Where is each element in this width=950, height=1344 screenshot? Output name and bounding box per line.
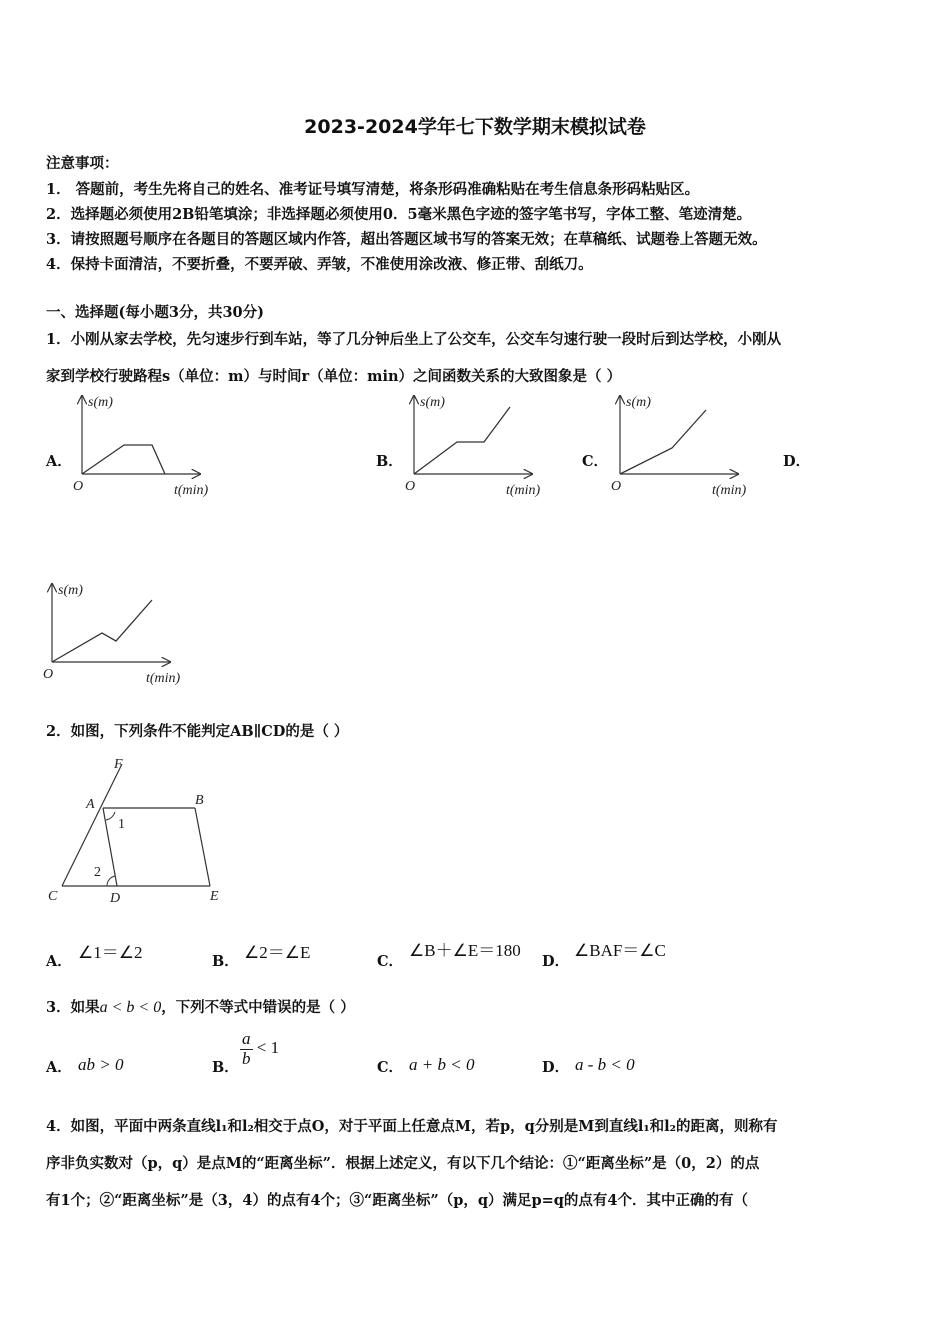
notice-heading: 注意事项： (46, 155, 119, 172)
q1-option-b-label[interactable]: B． (376, 453, 403, 470)
q3-option-b-fraction (240, 1030, 253, 1068)
q1-graph-b-origin: O (405, 479, 416, 494)
q3-stem (46, 996, 355, 1017)
q1-graph-a-origin: O (73, 479, 84, 494)
q2-option-d-text: ∠BAF＝∠C (574, 941, 666, 960)
q3-option-a-label[interactable]: A． (46, 1059, 72, 1076)
q3-option-c-text: a + b < 0 (409, 1055, 475, 1074)
q3-option-d-label[interactable]: D． (542, 1059, 570, 1076)
q2-stem: 2．如图，下列条件不能判定AB∥CD的是（ ） (46, 723, 349, 740)
q3-stem-suffix: ，下列不等式中错误的是（ ） (161, 999, 355, 1016)
q2-label-b: B (195, 793, 204, 808)
q1-graph-d-ylabel: s(m) (58, 583, 83, 598)
q3-option-b-denominator: b (242, 1048, 251, 1068)
section-heading: 一、选择题(每小题3分，共30分) (46, 304, 264, 321)
q2-label-angle2: 2 (94, 865, 101, 880)
q1-graph-b-ylabel: s(m) (420, 395, 445, 410)
q3-option-b-expr (240, 1030, 279, 1068)
q3-option-b-rest: < 1 (256, 1038, 280, 1058)
q4-stem-line3: 有1个；②“距离坐标”是（3，4）的点有4个；③“距离坐标”（p，q）满足p=q的点有4个．其中正确的有（ (46, 1192, 749, 1209)
notice-item-3: 3．请按照题号顺序在各题目的答题区域内作答，超出答题区域书写的答案无效；在草稿纸、试题卷上答题无效。 (46, 231, 767, 248)
q2-option-a-label[interactable]: A． (46, 953, 72, 970)
q1-graph-a-xlabel: t(min) (174, 483, 209, 498)
q2-label-f: F (114, 757, 123, 772)
q1-stem-line2: 家到学校行驶路程s（单位：m）与时间r（单位：min）之间函数关系的大致图象是（ ） (46, 368, 622, 385)
q1-stem-line1: 1．小刚从家去学校，先匀速步行到车站，等了几分钟后坐上了公交车，公交车匀速行驶一段时后到达学校，小刚从 (46, 331, 782, 348)
q2-label-angle1: 1 (118, 817, 125, 832)
q3-option-b-numerator: a (242, 1029, 251, 1048)
q2-option-a-text: ∠1＝∠2 (78, 943, 143, 962)
q3-option-b-label[interactable]: B． (212, 1059, 239, 1076)
q3-option-a-text: ab > 0 (78, 1055, 124, 1074)
q1-graph-c-xlabel: t(min) (712, 483, 747, 498)
q1-graph-c (608, 390, 768, 500)
page-title: 2023-2024学年七下数学期末模拟试卷 (304, 116, 646, 138)
q2-label-a: A (86, 797, 95, 812)
q1-graph-d (40, 578, 200, 688)
q1-graph-c-origin: O (611, 479, 622, 494)
q2-label-d: D (110, 891, 121, 906)
notice-item-1: 1． 答题前，考生先将自己的姓名、准考证号填写清楚，将条形码准确粘贴在考生信息条形码粘贴区。 (46, 181, 700, 198)
q3-option-c-label[interactable]: C． (377, 1059, 404, 1076)
q2-label-e: E (210, 889, 219, 904)
q2-option-b-text: ∠2＝∠E (244, 943, 311, 962)
q1-graph-a (70, 390, 230, 500)
q1-option-c-label[interactable]: C． (582, 453, 609, 470)
q3-option-d-text: a - b < 0 (575, 1055, 635, 1074)
q1-option-d-label[interactable]: D． (783, 453, 811, 470)
q3-stem-math: a < b < 0 (99, 999, 162, 1016)
q2-label-c: C (48, 889, 58, 904)
q2-option-c-label[interactable]: C． (377, 953, 404, 970)
q4-stem-line1: 4．如图，平面中两条直线l₁和l₂相交于点O，对于平面上任意点M，若p，q分别是M到直线l₁和l₂的距离，则称有 (46, 1118, 778, 1135)
q2-option-c-text: ∠B＋∠E＝180 (409, 941, 521, 960)
q4-stem-line2: 序非负实数对（p，q）是点M的“距离坐标”．根据上述定义，有以下几个结论：①“距离坐标”是（0，2）的点 (46, 1155, 760, 1172)
notice-item-2: 2．选择题必须使用2B铅笔填涂；非选择题必须使用0．5毫米黑色字迹的签字笔书写，字体工整、笔迹清楚。 (46, 206, 752, 223)
q1-graph-a-ylabel: s(m) (88, 395, 113, 410)
q1-graph-c-ylabel: s(m) (626, 395, 651, 410)
q2-figure (40, 748, 240, 908)
q3-stem-prefix: 3．如果 (46, 999, 100, 1016)
q1-graph-d-origin: O (43, 667, 54, 682)
q1-option-a-label[interactable]: A． (46, 453, 72, 470)
q2-option-b-label[interactable]: B． (212, 953, 239, 970)
notice-item-4: 4．保持卡面清洁，不要折叠，不要弄破、弄皱，不准使用涂改液、修正带、刮纸刀。 (46, 256, 593, 273)
q1-graph-b (402, 390, 562, 500)
q1-graph-d-xlabel: t(min) (146, 671, 181, 686)
q1-graph-b-xlabel: t(min) (506, 483, 541, 498)
q2-option-d-label[interactable]: D． (542, 953, 570, 970)
